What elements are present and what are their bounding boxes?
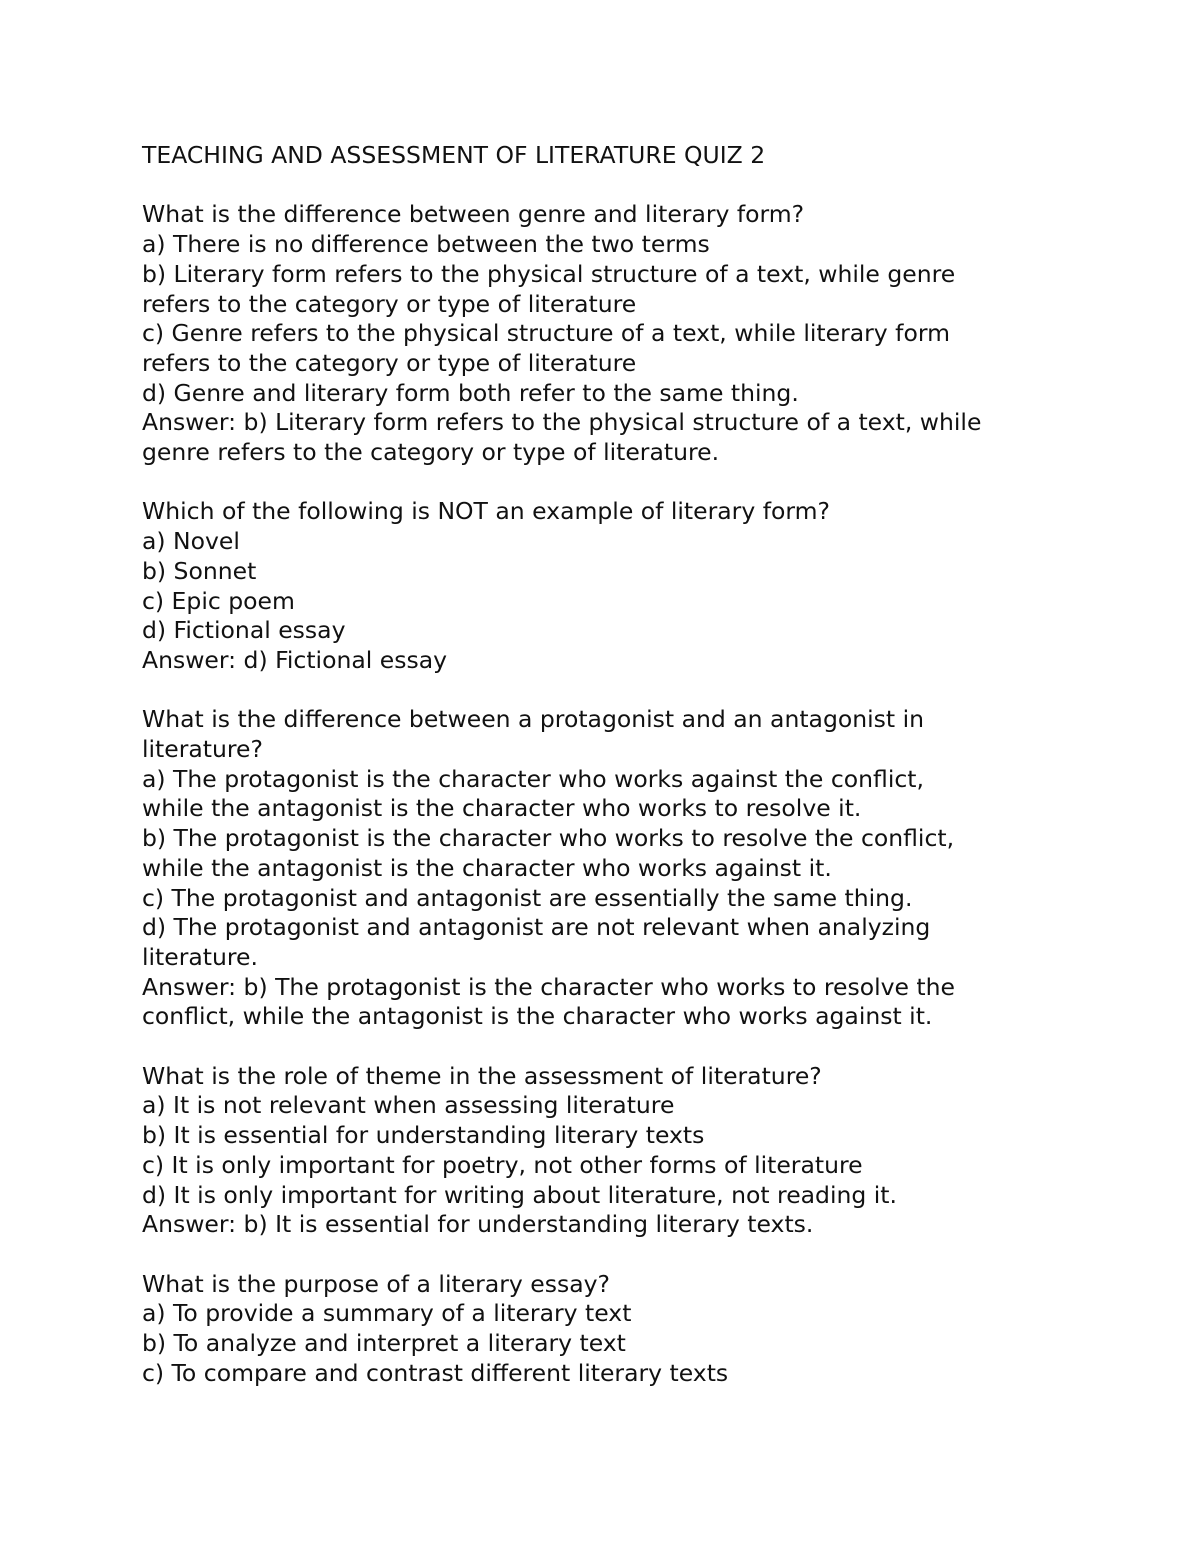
question-1-option-c: c) Genre refers to the physical structure of a text, while literary form xyxy=(142,319,950,348)
question-2 xyxy=(142,497,1142,675)
question-1-option-d: d) Genre and literary form both refer to the same thing. xyxy=(142,378,799,407)
question-4-line: What is the role of theme in the assessment of literature? xyxy=(142,1061,822,1090)
question-3-option-d-cont: literature. xyxy=(142,942,258,971)
question-2-option-d: d) Fictional essay xyxy=(142,616,346,645)
spacer xyxy=(142,676,1142,706)
question-2-line: Which of the following is NOT an example of literary form? xyxy=(142,497,830,526)
question-3-option-c: c) The protagonist and antagonist are essentially the same thing. xyxy=(142,883,913,912)
question-4-option-c: c) It is only important for poetry, not other forms of literature xyxy=(142,1150,863,1179)
question-2-answer: Answer: d) Fictional essay xyxy=(142,645,448,674)
question-5 xyxy=(142,1270,1142,1389)
question-1-option-b-cont: refers to the category or type of literature xyxy=(142,289,637,318)
question-5-line: What is the purpose of a literary essay? xyxy=(142,1269,610,1298)
question-4-option-d: d) It is only important for writing about literature, not reading it. xyxy=(142,1180,897,1209)
question-3-line-cont: literature? xyxy=(142,735,263,764)
question-1-option-a: a) There is no difference between the two terms xyxy=(142,230,710,259)
question-3-answer-cont: conflict, while the antagonist is the character who works against it. xyxy=(142,1002,933,1031)
spacer xyxy=(142,468,1142,498)
question-1-answer-cont: genre refers to the category or type of literature. xyxy=(142,438,720,467)
question-5-option-c: c) To compare and contrast different literary texts xyxy=(142,1358,729,1387)
question-3-option-a-cont: while the antagonist is the character who works to resolve it. xyxy=(142,794,862,823)
question-3-option-b-cont: while the antagonist is the character who works against it. xyxy=(142,853,832,882)
question-3-line: What is the difference between a protagonist and an antagonist in xyxy=(142,705,925,734)
question-3-option-b: b) The protagonist is the character who works to resolve the conflict, xyxy=(142,824,955,853)
question-3 xyxy=(142,705,1142,1032)
question-3-option-d: d) The protagonist and antagonist are not relevant when analyzing xyxy=(142,913,931,942)
question-2-option-a: a) Novel xyxy=(142,527,240,556)
question-5-option-a: a) To provide a summary of a literary text xyxy=(142,1299,632,1328)
question-3-option-a: a) The protagonist is the character who works against the conflict, xyxy=(142,764,924,793)
question-1-line: What is the difference between genre and literary form? xyxy=(142,200,805,229)
question-4 xyxy=(142,1062,1142,1240)
question-3-answer: Answer: b) The protagonist is the character who works to resolve the xyxy=(142,972,955,1001)
question-5-option-b: b) To analyze and interpret a literary text xyxy=(142,1329,626,1358)
question-1-answer: Answer: b) Literary form refers to the physical structure of a text, while xyxy=(142,408,982,437)
document-title: TEACHING AND ASSESSMENT OF LITERATURE QUIZ 2 xyxy=(142,141,766,169)
question-1 xyxy=(142,200,1142,467)
question-1-option-b: b) Literary form refers to the physical structure of a text, while genre xyxy=(142,259,956,288)
question-2-option-c: c) Epic poem xyxy=(142,586,295,615)
question-4-option-a: a) It is not relevant when assessing literature xyxy=(142,1091,675,1120)
question-1-option-c-cont: refers to the category or type of literature xyxy=(142,348,637,377)
question-4-option-b: b) It is essential for understanding literary texts xyxy=(142,1121,705,1150)
spacer xyxy=(142,1240,1142,1270)
question-2-option-b: b) Sonnet xyxy=(142,556,257,585)
spacer xyxy=(142,171,1142,201)
spacer xyxy=(142,1032,1142,1062)
document-body xyxy=(142,141,1142,1388)
question-4-answer: Answer: b) It is essential for understanding literary texts. xyxy=(142,1210,814,1239)
